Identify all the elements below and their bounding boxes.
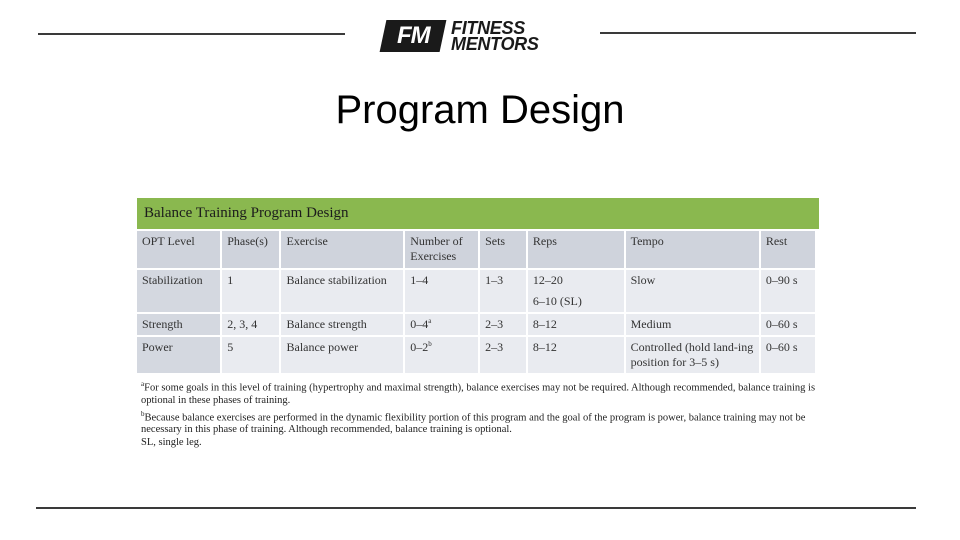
- slide-title: Program Design: [335, 88, 625, 132]
- cell-tempo: Controlled (hold land-ing position for 3–5 s): [626, 337, 759, 373]
- footnote-sl: SL, single leg.: [141, 437, 202, 448]
- footnote-a: [141, 378, 821, 407]
- number-footnote-marker: a: [428, 317, 432, 325]
- column-header: Phase(s): [222, 231, 279, 268]
- logo-line1: FITNESS: [451, 18, 525, 38]
- footnote-a-marker: a: [141, 380, 145, 388]
- logo-wordmark: [451, 20, 539, 52]
- cell-sets: 1–3: [480, 270, 526, 312]
- cell-opt-level: Stabilization: [137, 270, 220, 312]
- number-value: 1–4: [410, 273, 429, 287]
- column-header: Tempo: [626, 231, 759, 268]
- cell-opt-level: Power: [137, 337, 220, 373]
- table-header-row: [137, 231, 815, 268]
- footnote-b-marker: b: [141, 409, 145, 418]
- logo-mark-text: FM: [396, 22, 430, 49]
- cell-reps: 8–12: [528, 314, 624, 335]
- column-header: OPT Level: [137, 231, 220, 268]
- cell-reps: 8–12: [528, 337, 624, 373]
- table-caption: Balance Training Program Design: [137, 198, 819, 229]
- cell-number: [405, 270, 478, 312]
- cell-tempo: Medium: [626, 314, 759, 335]
- balance-training-table: [135, 229, 817, 375]
- number-value: 0–2: [410, 340, 429, 354]
- cell-opt-level: Strength: [137, 314, 220, 335]
- table-row: [137, 337, 815, 373]
- column-header: Sets: [480, 231, 526, 268]
- cell-number: [405, 337, 478, 373]
- fitness-mentors-logo: [383, 18, 539, 54]
- footnote-a-text: For some goals in this level of training (hypertrophy and maximal strength), balance exercises may not be required. Although recommended, balance training is optional in these phases of training.: [141, 382, 816, 406]
- cell-exercise: Balance power: [281, 337, 403, 373]
- number-value: 0–4: [410, 317, 429, 331]
- column-header: Reps: [528, 231, 624, 268]
- column-header: Rest: [761, 231, 815, 268]
- cell-number: [405, 314, 478, 335]
- column-header: Exercise: [281, 231, 403, 268]
- reps-value-sl: 6–10 (SL): [532, 294, 582, 308]
- cell-reps: [528, 270, 624, 312]
- table-row: [137, 314, 815, 335]
- cell-tempo: Slow: [626, 270, 759, 312]
- cell-rest: 0–60 s: [761, 337, 815, 373]
- cell-phases: 2, 3, 4: [222, 314, 279, 335]
- number-footnote-marker: b: [428, 340, 432, 348]
- reps-value: 12–20: [532, 273, 563, 287]
- column-header: Number of Exercises: [405, 231, 478, 268]
- footnote-b: [141, 408, 821, 437]
- cell-sets: 2–3: [480, 337, 526, 373]
- cell-exercise: Balance strength: [281, 314, 403, 335]
- cell-rest: 0–90 s: [761, 270, 815, 312]
- cell-exercise: Balance stabilization: [281, 270, 403, 312]
- cell-sets: 2–3: [480, 314, 526, 335]
- table-footnotes: [141, 378, 821, 450]
- logo-line2: MENTORS: [451, 34, 539, 54]
- logo-mark-icon: [380, 20, 447, 52]
- bottom-rule: [36, 507, 916, 509]
- cell-phases: 1: [222, 270, 279, 312]
- footnote-b-text: Because balance exercises are performed in the dynamic flexibility portion of this program and the goal of the program is power, balance training may not be necessary in this phase of training. Although recommended, balance training is optional.: [141, 412, 806, 435]
- top-right-rule: [600, 32, 916, 34]
- cell-rest: 0–60 s: [761, 314, 815, 335]
- top-left-rule: [38, 33, 345, 35]
- table-row: [137, 270, 815, 312]
- balance-table-figure: [137, 198, 819, 375]
- cell-phases: 5: [222, 337, 279, 373]
